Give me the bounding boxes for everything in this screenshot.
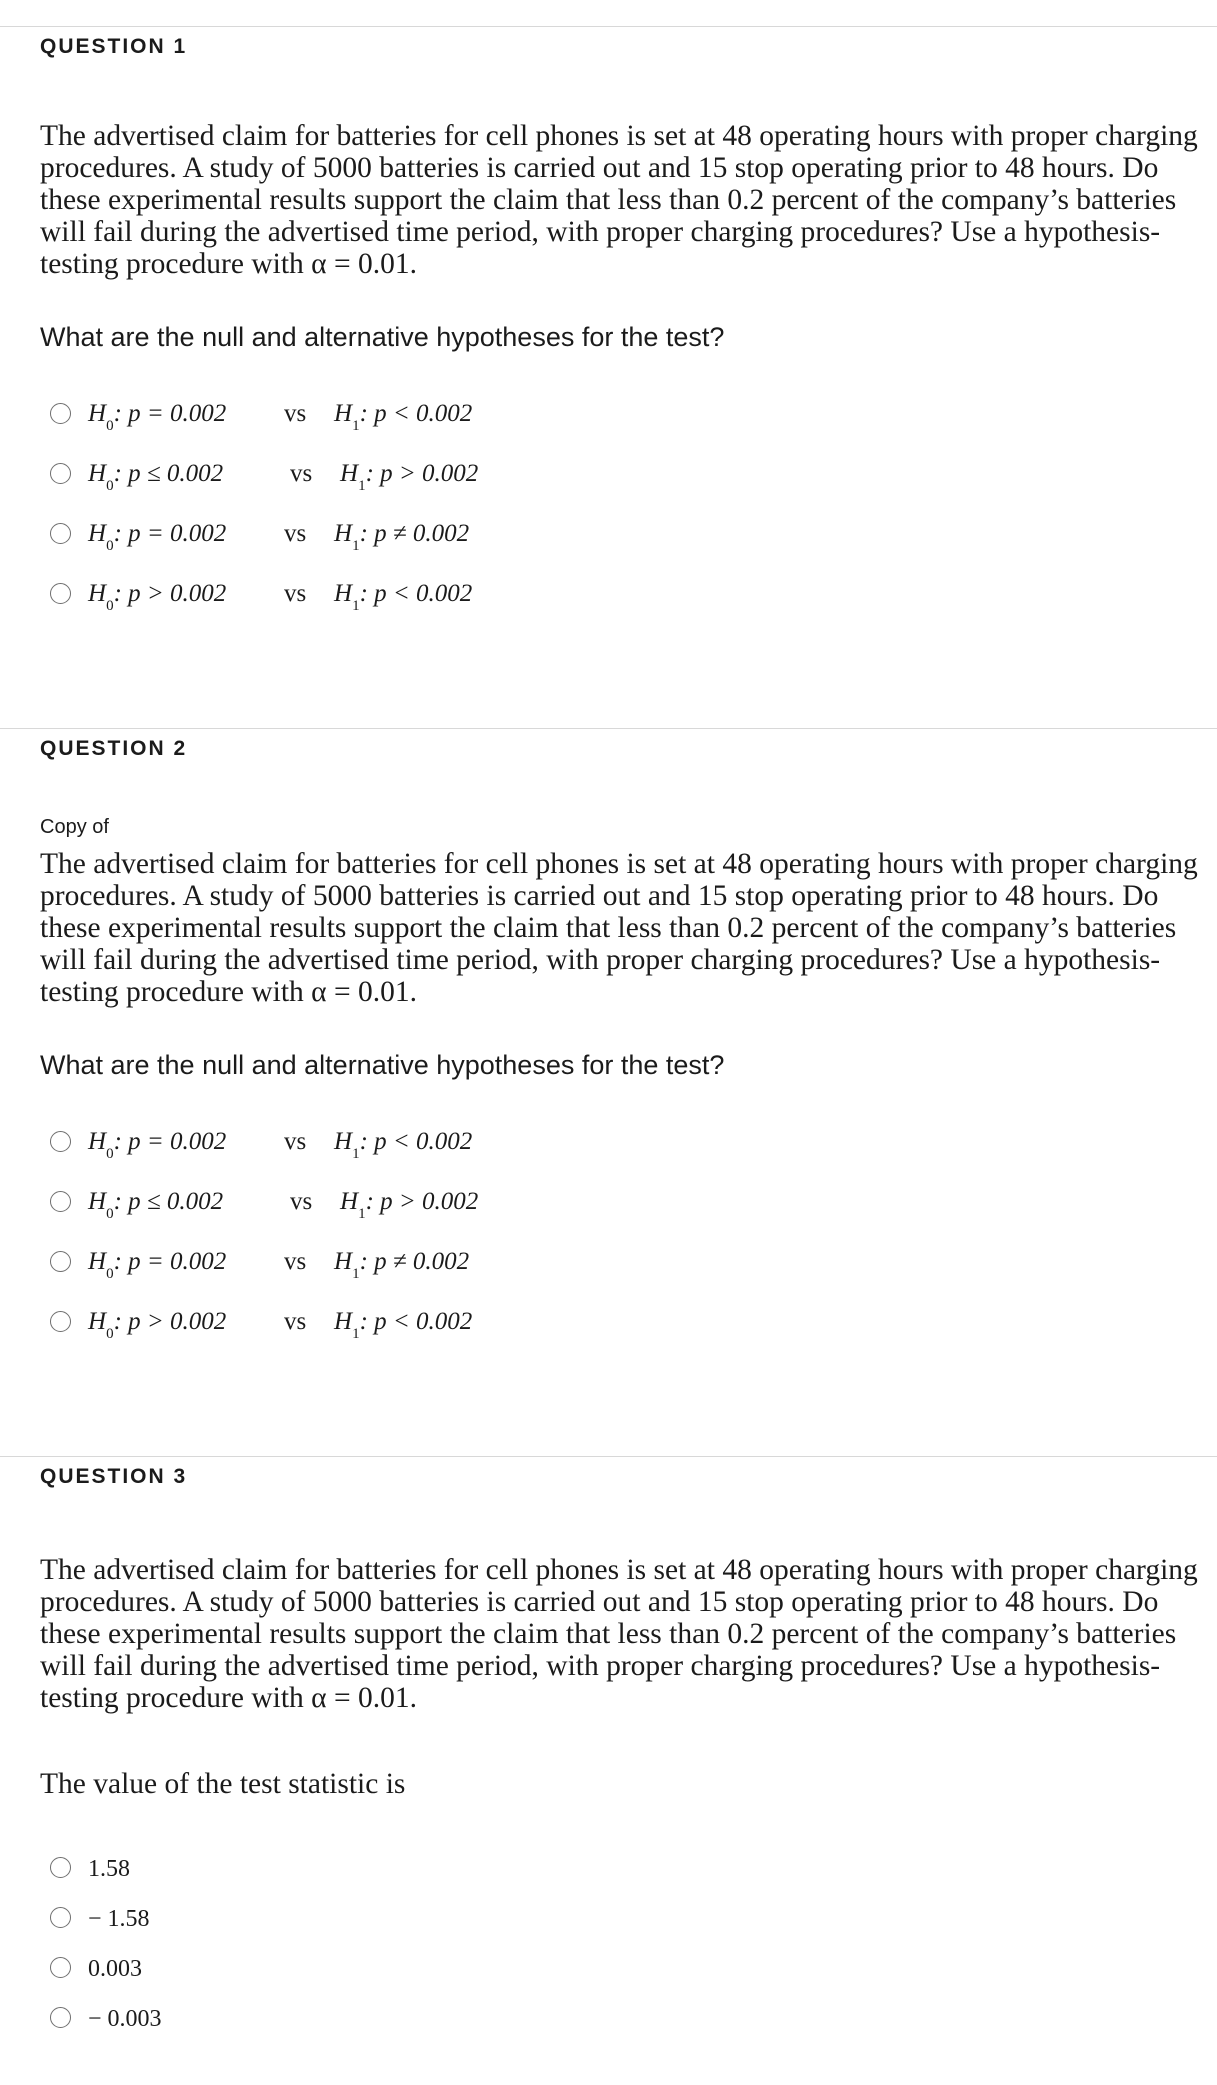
radio-button[interactable]	[50, 463, 71, 484]
null-hypothesis: $H_0$: p > 0.002	[88, 580, 227, 614]
vs-label: vs	[284, 520, 307, 547]
radio-button[interactable]	[50, 1857, 71, 1878]
answer-label: 1.58	[88, 1856, 130, 1882]
question-title: QUESTION 2	[40, 737, 188, 760]
answer-option[interactable]	[50, 580, 610, 614]
radio-button[interactable]	[50, 523, 71, 544]
answer-label: − 0.003	[88, 2006, 162, 2032]
radio-button[interactable]	[50, 1251, 71, 1272]
alternative-hypothesis: $H_1$: p > 0.002	[340, 1188, 479, 1222]
radio-button[interactable]	[50, 1957, 71, 1978]
question-divider	[0, 26, 1217, 27]
vs-label: vs	[284, 1248, 307, 1275]
alternative-hypothesis: $H_1$: p < 0.002	[334, 1128, 473, 1162]
alternative-hypothesis: $H_1$: p < 0.002	[334, 400, 473, 434]
question-text: The advertised claim for batteries for cell phones is set at 48 operating hours with proper charging procedures. A study of 5000 batteries is carried out and 15 stop operating prior to 48 hours. Do these experimental results support the claim that less than 0.2 percent of the company’s batteries will fail during the advertised time period, with proper charging procedures? Use a hypothesis-testing procedure with α = 0.01.	[40, 120, 1198, 280]
radio-button[interactable]	[50, 403, 71, 424]
answer-option[interactable]	[50, 2004, 610, 2038]
answer-option[interactable]	[50, 1128, 610, 1162]
vs-label: vs	[290, 1188, 313, 1215]
answer-option[interactable]	[50, 1954, 610, 1988]
null-hypothesis: $H_0$: p ≤ 0.002	[88, 1188, 224, 1222]
null-hypothesis: $H_0$: p > 0.002	[88, 1308, 227, 1342]
alternative-hypothesis: $H_1$: p > 0.002	[340, 460, 479, 494]
radio-button[interactable]	[50, 2007, 71, 2028]
vs-label: vs	[284, 580, 307, 607]
radio-button[interactable]	[50, 583, 71, 604]
question-divider	[0, 1456, 1217, 1457]
null-hypothesis: $H_0$: p = 0.002	[88, 520, 227, 554]
question-text: The advertised claim for batteries for cell phones is set at 48 operating hours with proper charging procedures. A study of 5000 batteries is carried out and 15 stop operating prior to 48 hours. Do these experimental results support the claim that less than 0.2 percent of the company’s batteries will fail during the advertised time period, with proper charging procedures? Use a hypothesis-testing procedure with α = 0.01.	[40, 1554, 1198, 1714]
radio-button[interactable]	[50, 1907, 71, 1928]
null-hypothesis: $H_0$: p = 0.002	[88, 400, 227, 434]
answer-option[interactable]	[50, 400, 610, 434]
question-title: QUESTION 3	[40, 1465, 188, 1488]
answer-label: − 1.58	[88, 1906, 150, 1932]
alternative-hypothesis: $H_1$: p < 0.002	[334, 580, 473, 614]
vs-label: vs	[284, 1128, 307, 1155]
question-prompt: What are the null and alternative hypotheses for the test?	[40, 322, 725, 352]
answer-option[interactable]	[50, 1188, 610, 1222]
vs-label: vs	[290, 460, 313, 487]
question-prompt: What are the null and alternative hypotheses for the test?	[40, 1050, 725, 1080]
answer-option[interactable]	[50, 1904, 610, 1938]
answer-option[interactable]	[50, 460, 610, 494]
question-prompt: The value of the test statistic is	[40, 1768, 406, 1800]
null-hypothesis: $H_0$: p = 0.002	[88, 1248, 227, 1282]
copy-note: Copy of	[40, 816, 109, 838]
question-text: The advertised claim for batteries for cell phones is set at 48 operating hours with proper charging procedures. A study of 5000 batteries is carried out and 15 stop operating prior to 48 hours. Do these experimental results support the claim that less than 0.2 percent of the company’s batteries will fail during the advertised time period, with proper charging procedures? Use a hypothesis-testing procedure with α = 0.01.	[40, 848, 1198, 1008]
radio-button[interactable]	[50, 1191, 71, 1212]
question-title: QUESTION 1	[40, 35, 188, 58]
alternative-hypothesis: $H_1$: p ≠ 0.002	[334, 520, 470, 554]
radio-button[interactable]	[50, 1131, 71, 1152]
vs-label: vs	[284, 1308, 307, 1335]
alternative-hypothesis: $H_1$: p ≠ 0.002	[334, 1248, 470, 1282]
null-hypothesis: $H_0$: p ≤ 0.002	[88, 460, 224, 494]
answer-option[interactable]	[50, 1854, 610, 1888]
null-hypothesis: $H_0$: p = 0.002	[88, 1128, 227, 1162]
answer-option[interactable]	[50, 1308, 610, 1342]
answer-label: 0.003	[88, 1956, 142, 1982]
question-divider	[0, 728, 1217, 729]
answer-option[interactable]	[50, 520, 610, 554]
alternative-hypothesis: $H_1$: p < 0.002	[334, 1308, 473, 1342]
vs-label: vs	[284, 400, 307, 427]
radio-button[interactable]	[50, 1311, 71, 1332]
answer-option[interactable]	[50, 1248, 610, 1282]
